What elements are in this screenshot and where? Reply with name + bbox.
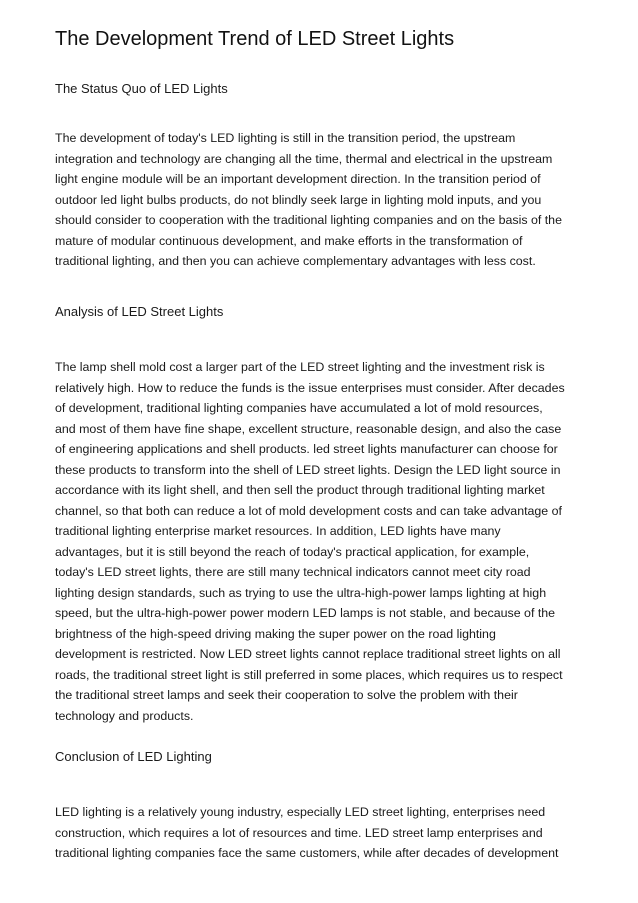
paragraph-line: mature of modular continuous development, and make efforts in the transformation of xyxy=(55,233,523,248)
paragraph-line: outdoor led light bulbs products, do not blindly seek large in lighting mold inputs, and you xyxy=(55,192,542,207)
paragraph-line: integration and technology are changing all the time, thermal and electrical in the upstream xyxy=(55,151,553,166)
paragraph-line: The development of today's LED lighting is still in the transition period, the upstream xyxy=(55,131,516,145)
paragraph-line: roads, the traditional street light is still preferred in some places, which requires us to respect xyxy=(55,667,563,682)
paragraph-line: The lamp shell mold cost a larger part of the LED street lighting and the investment risk is xyxy=(55,360,545,374)
paragraph-line: technology and products. xyxy=(55,708,194,723)
section-paragraph-conclusion xyxy=(55,802,587,864)
paragraph-line: advantages, but it is still beyond the reach of today's practical application, for example, xyxy=(55,544,530,559)
paragraph-line: traditional lighting companies face the same customers, while after decades of development xyxy=(55,846,559,860)
paragraph-line: accordance with its light shell, and then sell the product through traditional lighting market xyxy=(55,483,545,497)
paragraph-line: construction, which requires a lot of resources and time. LED street lamp enterprises and xyxy=(55,825,543,840)
paragraph-line: channel, so that both can reduce a lot of mold development costs and can take advantage of xyxy=(55,503,562,518)
section-heading-conclusion: Conclusion of LED Lighting xyxy=(55,749,212,764)
document-title: The Development Trend of LED Street Lights xyxy=(55,28,455,50)
paragraph-line: traditional lighting enterprise market resources. In addition, LED lights have many xyxy=(55,524,501,538)
section-paragraph-status-quo xyxy=(55,128,587,272)
paragraph-line: should consider to cooperation with the traditional lighting companies and on the basis of the xyxy=(55,213,562,227)
paragraph-line: of development, traditional lighting companies have accumulated a lot of mold resources, xyxy=(55,401,543,415)
paragraph-line: LED lighting is a relatively young industry, especially LED street lighting, enterprises need xyxy=(55,805,546,819)
paragraph-line: these products to transform into the shell of LED street lights. Design the LED light source in xyxy=(55,462,561,477)
paragraph-line: lighting design standards, such as trying to use the ultra-high-power lamps lighting at high xyxy=(55,585,547,600)
paragraph-line: relatively high. How to reduce the funds is the issue enterprises must consider. After decades xyxy=(55,380,565,395)
paragraph-line: development is restricted. Now LED street lights cannot replace traditional street lights on all xyxy=(55,647,561,661)
section-paragraph-analysis xyxy=(55,357,587,726)
paragraph-line: the traditional street lamps and seek their cooperation to solve the problem with their xyxy=(55,688,518,702)
section-heading-status-quo: The Status Quo of LED Lights xyxy=(55,81,228,96)
paragraph-line: of engineering applications and shell products. led street lights manufacturer can choose for xyxy=(55,442,558,456)
paragraph-line: light engine module will be an important development direction. In the transition period of xyxy=(55,172,541,186)
paragraph-line: and most of them have fine shape, excellent structure, reasonable design, and also the case xyxy=(55,421,562,436)
paragraph-line: speed, but the ultra-high-power power modern LED lamps is not stable, and because of the xyxy=(55,606,556,620)
paragraph-line: today's LED street lights, there are still many technical indicators cannot meet city road xyxy=(55,565,531,579)
section-heading-analysis: Analysis of LED Street Lights xyxy=(55,304,224,319)
paragraph-line: brightness of the high-speed driving making the super power on the road lighting xyxy=(55,626,496,641)
paragraph-line: traditional lighting, and then you can achieve complementary advantages with less cost. xyxy=(55,254,536,268)
